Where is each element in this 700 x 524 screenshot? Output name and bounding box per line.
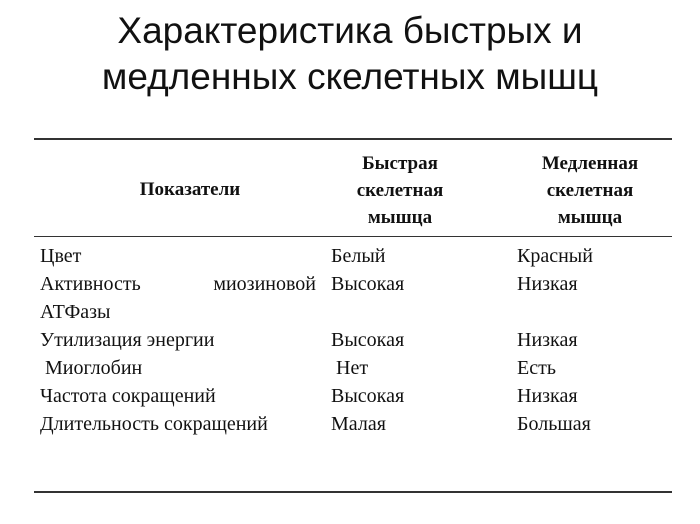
- table-header-rule: [34, 236, 672, 237]
- header-slow-muscle: [510, 150, 670, 231]
- row-myoglobin-fast: Нет: [331, 357, 369, 379]
- slide-title: [0, 8, 700, 100]
- row-duration-slow: Большая: [517, 413, 591, 435]
- row-atpase-indicator-part-1: Активность: [40, 273, 141, 295]
- row-frequency-slow: Низкая: [517, 385, 578, 407]
- row-color-fast: Белый: [331, 245, 386, 267]
- table-top-rule: [34, 138, 672, 140]
- header-indicators: Показатели: [139, 179, 241, 200]
- table-bottom-rule: [34, 491, 672, 493]
- row-frequency-indicator: Частота сокращений: [40, 385, 216, 407]
- row-energy-fast: Высокая: [331, 329, 405, 351]
- row-atpase-fast: Высокая: [331, 273, 405, 295]
- row-myoglobin-slow: Есть: [517, 357, 556, 379]
- header-slow-line-1: Медленная: [541, 153, 639, 174]
- row-energy-indicator: Утилизация энергии: [40, 329, 215, 351]
- row-color-slow: Красный: [517, 245, 593, 267]
- header-fast-line-2: скелетная: [356, 180, 444, 201]
- header-slow-line-3: мышца: [557, 207, 623, 228]
- header-fast-line-1: Быстрая: [362, 153, 438, 174]
- header-fast-muscle: [330, 150, 470, 231]
- row-myoglobin-indicator: Миоглобин: [40, 357, 143, 379]
- row-duration-fast: Малая: [331, 413, 386, 435]
- row-color-indicator: Цвет: [40, 245, 82, 267]
- slide-title-line-2: медленных скелетных мышц: [101, 56, 599, 97]
- row-atpase-indicator: [40, 270, 316, 298]
- slide-title-line-1: Характеристика быстрых и: [117, 10, 583, 51]
- header-fast-line-3: мышца: [367, 207, 433, 228]
- row-frequency-fast: Высокая: [331, 385, 405, 407]
- header-slow-line-2: скелетная: [546, 180, 634, 201]
- row-atpase-slow: Низкая: [517, 273, 578, 295]
- row-energy-slow: Низкая: [517, 329, 578, 351]
- row-atpase-indicator-part-2: миозиновой: [213, 273, 316, 295]
- row-duration-indicator: Длительность сокращений: [40, 413, 268, 435]
- row-atpase-indicator-cont: АТФазы: [40, 301, 111, 323]
